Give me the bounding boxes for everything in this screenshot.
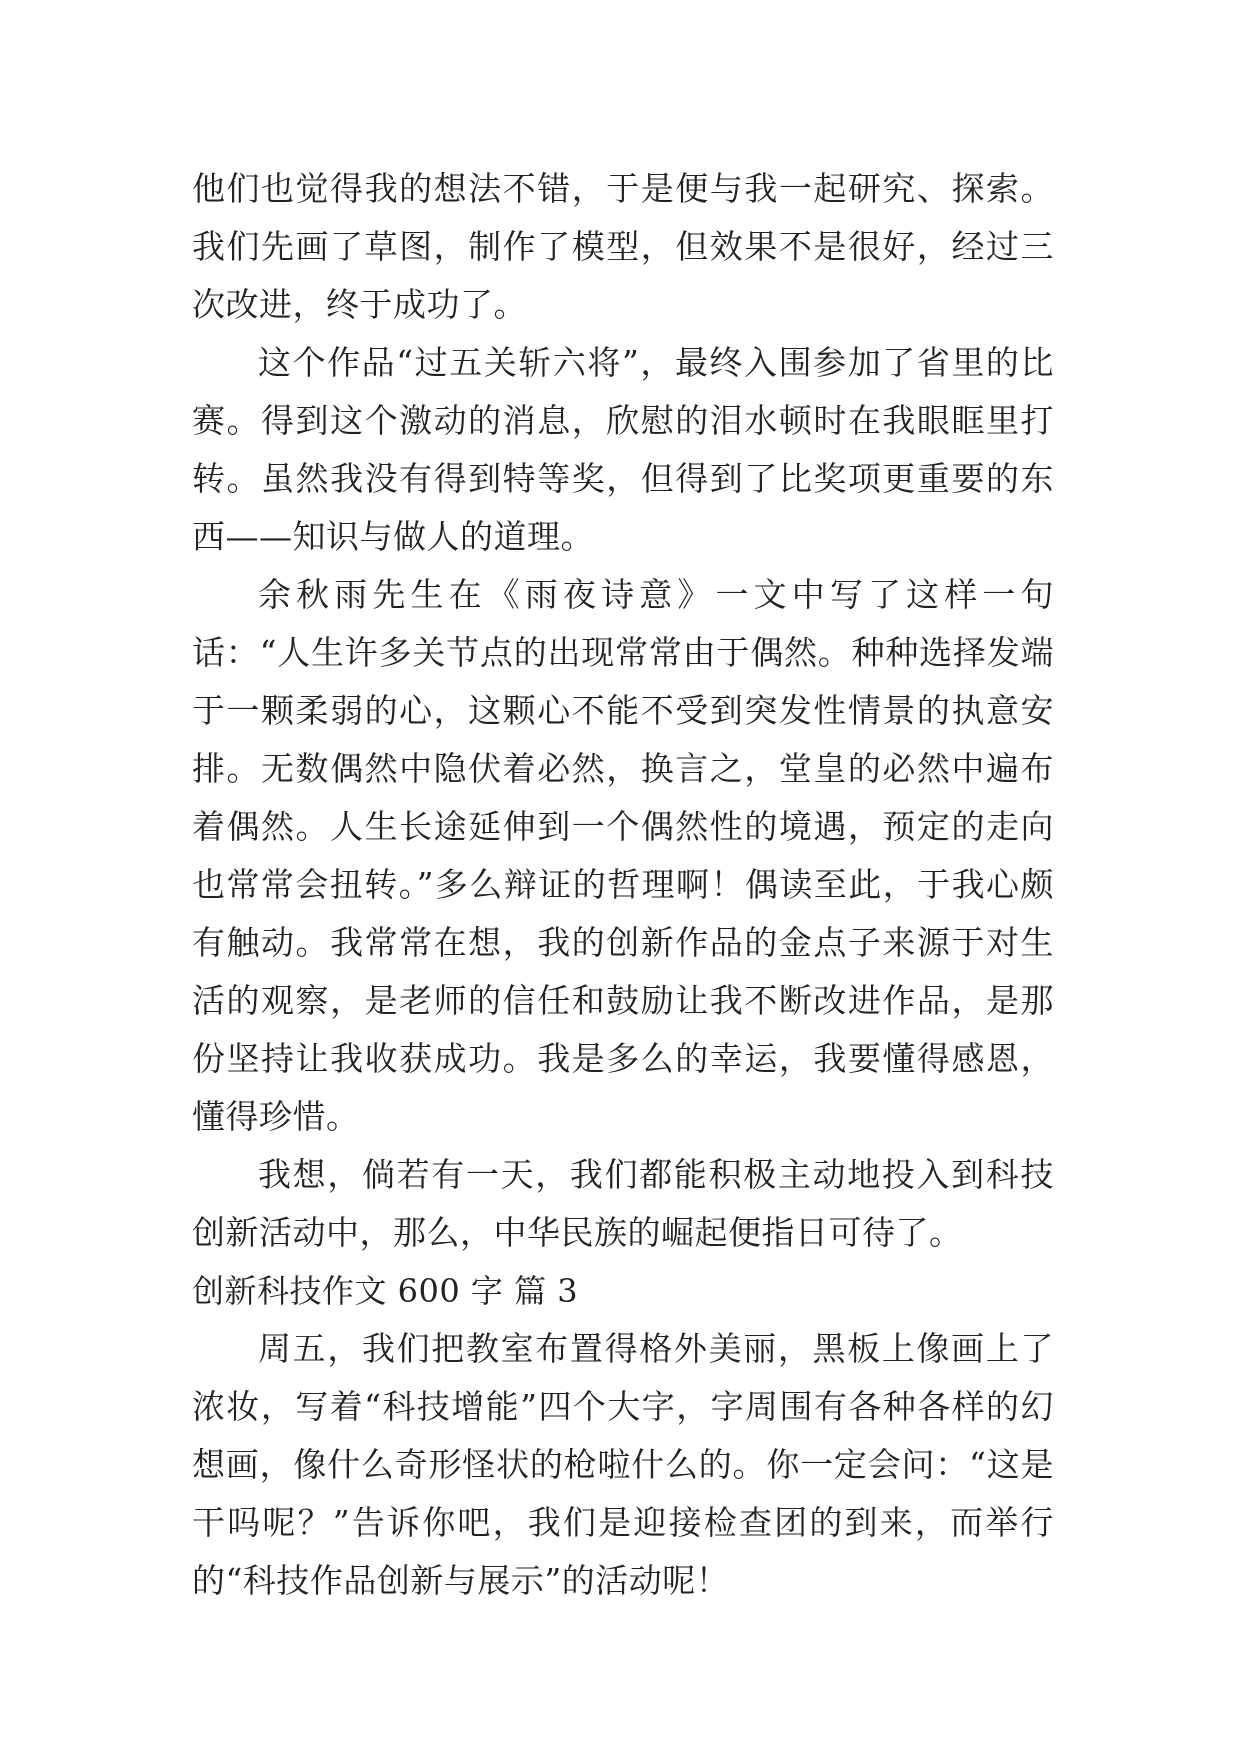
document-body [192, 160, 1054, 1610]
paragraph: 余秋雨先生在《雨夜诗意》一文中写了这样一句话：“人生许多关节点的出现常常由于偶然。种种选择发端于一颗柔弱的心，这颗心不能不受到突发性情景的执意安排。无数偶然中隐伏着必然，换言之，堂皇的必然中遍布着偶然。人生长途延伸到一个偶然性的境遇，预定的走向也常常会扭转。”多么辩证的哲理啊！偶读至此，于我心颇有触动。我常常在想，我的创新作品的金点子来源于对生活的观察，是老师的信任和鼓励让我不断改进作品，是那份坚持让我收获成功。我是多么的幸运，我要懂得感恩，懂得珍惜。 [192, 575, 1054, 1136]
section-heading: 创新科技作文 600 字 篇 3 [192, 1272, 579, 1310]
paragraph: 他们也觉得我的想法不错，于是便与我一起研究、探索。我们先画了草图，制作了模型，但效果不是很好，经过三次改进，终于成功了。 [192, 169, 1054, 324]
paragraph: 我想，倘若有一天，我们都能积极主动地投入到科技创新活动中，那么，中华民族的崛起便指日可待了。 [192, 1155, 1054, 1252]
paragraph: 周五，我们把教室布置得格外美丽，黑板上像画上了浓妆，写着“科技增能”四个大字，字周围有各种各样的幻想画，像什么奇形怪状的枪啦什么的。你一定会问：“这是干吗呢？”告诉你吧，我们是迎接检查团的到来，而举行的“科技作品创新与展示”的活动呢！ [192, 1329, 1054, 1600]
paragraph: 这个作品“过五关斩六将”，最终入围参加了省里的比赛。得到这个激动的消息，欣慰的泪水顿时在我眼眶里打转。虽然我没有得到特等奖，但得到了比奖项更重要的东西——知识与做人的道理。 [192, 343, 1054, 556]
